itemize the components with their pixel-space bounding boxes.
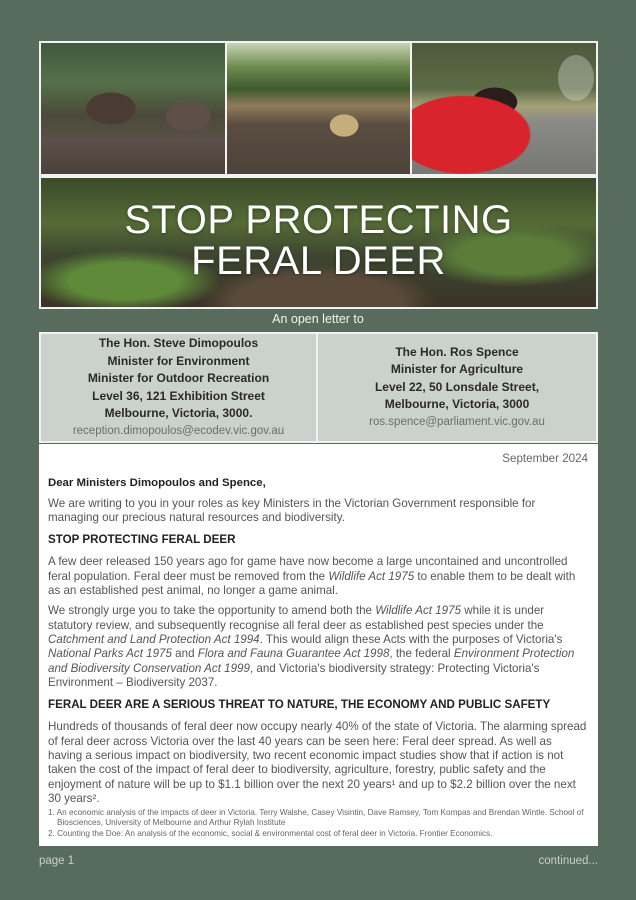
salutation: Dear Ministers Dimopoulos and Spence,: [48, 477, 266, 490]
letter-date: September 2024: [502, 452, 588, 465]
recipient-address: Level 22, 50 Lonsdale Street,: [374, 379, 540, 394]
title-banner: [39, 176, 598, 309]
act-name: Catchment and Land Protection Act 1994: [48, 632, 260, 646]
text: We strongly urge you to take the opportunity to amend both the: [48, 604, 376, 618]
open-letter-label: An open letter to: [272, 312, 364, 326]
crashed-car-photo: [412, 43, 596, 174]
text: . As well as having a serious impact on biodiversity, two recent economic impact studies show that if action is not taken the cost of the impact of feral deer to biodiversity, agriculture, forestry, public safety and the enjoyment of nature will be up to $1.1 billion over the next 20 years¹ and up to $2.2 billion over the next 30 years².: [48, 734, 576, 805]
act-name: Wildlife Act 1975: [328, 569, 415, 583]
banner-title-line-1: STOP PROTECTING: [124, 197, 513, 242]
recipient-title: Minister for Outdoor Recreation: [87, 371, 270, 385]
recipient-email-link[interactable]: ros.spence@parliament.vic.gov.au: [369, 415, 545, 428]
text: , and Victoria's biodiversity strategy: Protecting Victoria's Environment – Biodiversity 2037.: [48, 661, 540, 689]
letter-body: [39, 444, 598, 846]
recipient-spence: [318, 334, 596, 441]
text: while it is under statutory review, and subsequently recognise all feral deer as established pest species under the: [48, 604, 545, 632]
banner-title-line-2: FERAL DEER: [191, 238, 446, 283]
deer-photo: [41, 43, 225, 174]
text: to enable them to be dealt with as an established pest animal, no longer a game animal.: [48, 569, 576, 598]
paragraph-history: [48, 555, 588, 598]
paragraph-spread-cost: [48, 720, 588, 806]
text: , the federal: [389, 647, 454, 661]
act-name: Flora and Fauna Guarantee Act 1998: [197, 647, 390, 661]
continued-label: continued...: [538, 855, 598, 867]
page-number: page 1: [39, 855, 75, 867]
text: A few deer released 150 years ago for game have now become a large uncontained and uncontrolled feral population. Feral deer must be removed from the: [48, 555, 568, 583]
paragraph-amend-acts: [48, 604, 588, 690]
recipient-city: Melbourne, Victoria, 3000.: [104, 406, 253, 420]
recipient-city: Melbourne, Victoria, 3000: [384, 397, 530, 412]
section-heading-stop-protecting: STOP PROTECTING FERAL DEER: [48, 533, 236, 547]
photo-strip: [39, 41, 598, 176]
footnote-1: 1. An economic analysis of the impacts of deer in Victoria. Terry Walshe, Casey Visintin, Dave Ramsey, Tom Kompas and Brendan Wintle. School of Biosciences, University of Melbourne and Arthur Rylah Institute: [48, 808, 584, 828]
page-footer: [39, 855, 598, 867]
feral-deer-spread-link[interactable]: Feral deer spread: [402, 734, 494, 748]
recipient-dimopoulos: [41, 334, 316, 441]
text: Hundreds of thousands of feral deer now occupy nearly 40% of the state of Victoria. The alarming spread of feral deer across Victoria over the last 40 years can be seen here:: [48, 720, 587, 748]
recipient-addresses: [39, 332, 598, 443]
recipient-title: Minister for Environment: [107, 353, 250, 368]
footnote-2: 2. Counting the Doe: An analysis of the economic, social & environmental cost of feral deer in Victoria. Frontier Economics.: [48, 828, 493, 838]
intro-paragraph: We are writing to you in your roles as key Ministers in the Victorian Government responsible for managing our precious natural resources and biodiversity.: [48, 496, 536, 524]
text: and: [171, 647, 198, 661]
recipient-address: Level 36, 121 Exhibition Street: [92, 388, 265, 403]
recipient-email-link[interactable]: reception.dimopoulos@ecodev.vic.gov.au: [72, 424, 285, 437]
section-heading-serious-threat: FERAL DEER ARE A SERIOUS THREAT TO NATURE, THE ECONOMY AND PUBLIC SAFETY: [48, 698, 551, 712]
recipient-name: The Hon. Steve Dimopoulos: [98, 336, 259, 350]
act-name: Environment Protection and Biodiversity Conservation Act 1999: [48, 647, 575, 675]
text: . This would align these Acts with the purposes of Victoria's: [259, 632, 563, 646]
recipient-title: Minister for Agriculture: [390, 362, 524, 377]
act-name: National Parks Act 1975: [48, 647, 172, 661]
recipient-name: The Hon. Ros Spence: [395, 344, 519, 359]
wallow-photo: [227, 43, 411, 174]
act-name: Wildlife Act 1975: [375, 604, 462, 618]
footnotes: [48, 808, 588, 839]
